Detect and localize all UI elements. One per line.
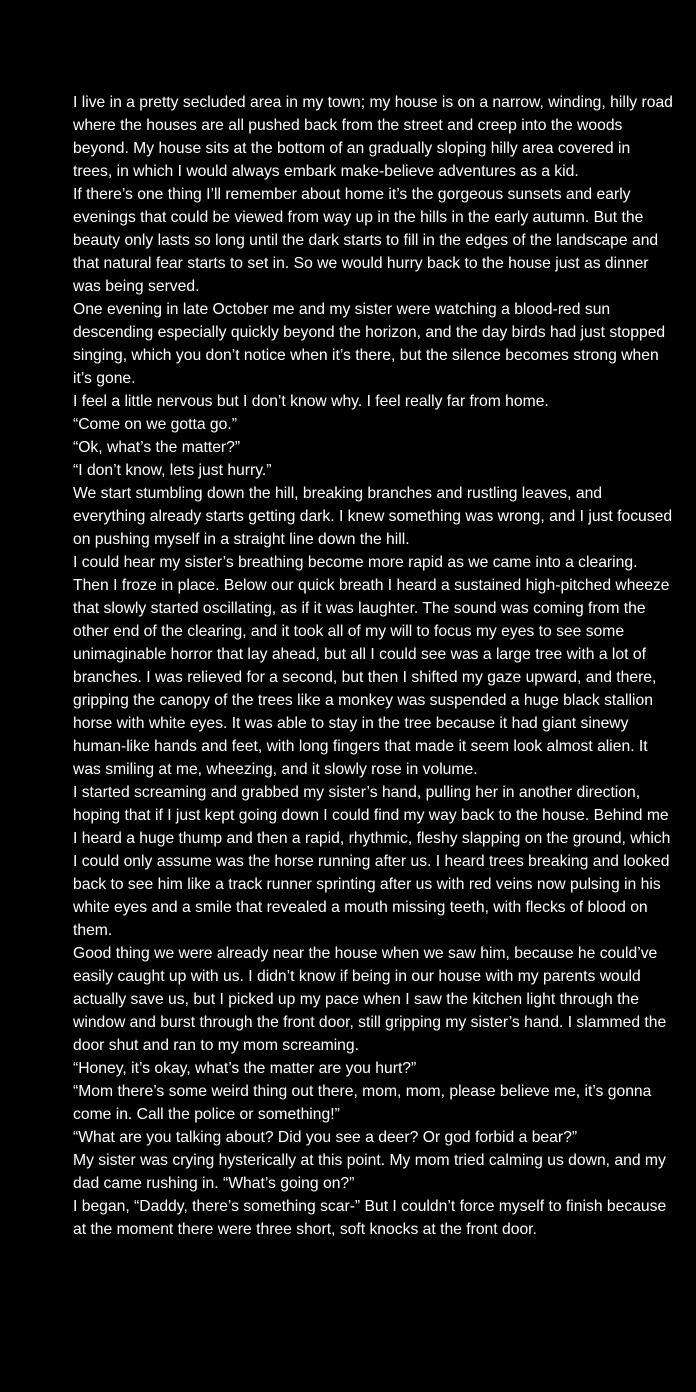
paragraph: We start stumbling down the hill, breaking branches and rustling leaves, and everything already starts getting dark. I knew something was wrong, and I just focused on pushing myself in a straight line down the hill. (73, 485, 673, 548)
paragraph: One evening in late October me and my sister were watching a blood-red sun descending especially quickly beyond the horizon, and the day birds had just stopped singing, which you don’t notice when it’s there, but the silence becomes strong when it’s gone. (73, 301, 666, 387)
dialogue-line: “Honey, it’s okay, what’s the matter are you hurt?” (73, 1060, 417, 1077)
paragraph: Good thing we were already near the house when we saw him, because he could’ve easily caught up with us. I didn’t know if being in our house with my parents would actually save us, but I picked up my pace when I saw the kitchen light through the window and burst through the front door, still gripping my sister’s hand. I slammed the door shut and ran to my mom screaming. (73, 945, 667, 1054)
paragraph: I began, “Daddy, there’s something scar-” But I couldn’t force myself to finish because at the moment there were three short, soft knocks at the front door. (73, 1198, 667, 1238)
story-text (73, 91, 673, 1241)
dialogue-line: “Come on we gotta go.” (73, 416, 237, 433)
paragraph: I started screaming and grabbed my sister’s hand, pulling her in another direction, hoping that if I just kept going down I could find my way back to the house. Behind me I heard a huge thump and then a rapid, rhythmic, fleshy slapping on the ground, which I could only assume was the horse running after us. I heard trees breaking and looked back to see him like a track runner sprinting after us with red veins now pulsing in his white eyes and a smile that revealed a mouth missing teeth, with flecks of blood on them. (73, 784, 671, 939)
dialogue-line: “What are you talking about? Did you see a deer? Or god forbid a bear?” (73, 1129, 578, 1146)
paragraph: If there’s one thing I’ll remember about home it’s the gorgeous sunsets and early evenings that could be viewed from way up in the hills in the early autumn. But the beauty only lasts so long until the dark starts to fill in the edges of the landscape and that natural fear starts to set in. So we would hurry back to the house just as dinner was being served. (73, 186, 659, 295)
dialogue-line: “Mom there’s some weird thing out there, mom, mom, please believe me, it’s gonna come in. Call the police or something!” (73, 1083, 652, 1123)
paragraph: I could hear my sister’s breathing become more rapid as we came into a clearing. Then I froze in place. Below our quick breath I heard a sustained high-pitched wheeze that slowly started oscillating, as if it was laughter. The sound was coming from the other end of the clearing, and it took all of my will to focus my eyes to see some unimaginable horror that lay ahead, but all I could see was a large tree with a lot of branches. I was relieved for a second, but then I shifted my gaze upward, and there, gripping the canopy of the trees like a monkey was suspended a huge black stallion horse with white eyes. It was able to stay in the tree because it had giant sinewy human-like hands and feet, with long fingers that made it seem look almost alien. It was smiling at me, wheezing, and it slowly rose in volume. (73, 554, 670, 778)
paragraph: I live in a pretty secluded area in my town; my house is on a narrow, winding, hilly road where the houses are all pushed back from the street and creep into the woods beyond. My house sits at the bottom of an gradually sloping hilly area covered in trees, in which I would always embark make-believe adventures as a kid. (73, 94, 673, 180)
dialogue-line: “I don’t know, lets just hurry.” (73, 462, 272, 479)
paragraph: I feel a little nervous but I don’t know why. I feel really far from home. (73, 393, 549, 410)
dialogue-line: “Ok, what’s the matter?” (73, 439, 241, 456)
paragraph: My sister was crying hysterically at this point. My mom tried calming us down, and my dad came rushing in. “What’s going on?” (73, 1152, 666, 1192)
